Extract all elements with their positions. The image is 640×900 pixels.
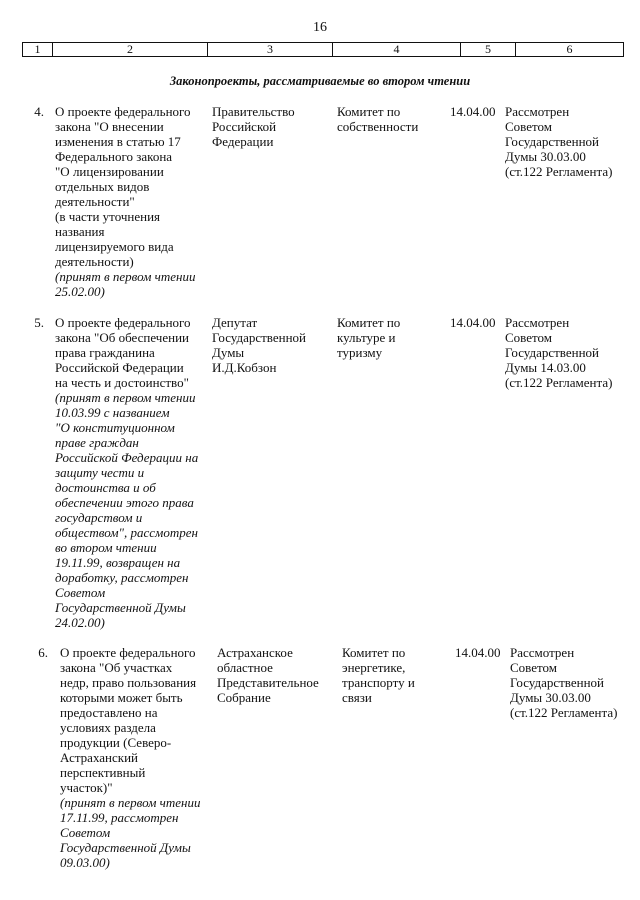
status-line: Рассмотрен [505, 315, 570, 330]
responsible-committee [337, 104, 445, 134]
author-line: Федерации [212, 134, 274, 149]
status-line: (ст.122 Регламента) [505, 375, 613, 390]
status-line: Думы 30.03.00 [505, 149, 586, 164]
author-line: Астраханское [217, 645, 293, 660]
author-line: Думы [212, 345, 245, 360]
bill-name-line: Российской Федерации [55, 360, 184, 375]
bill-name-line: (в части уточнения [55, 209, 161, 224]
status-line: Государственной [505, 134, 600, 149]
bill-author [212, 104, 330, 149]
bill-name-line: закона "О внесении [55, 119, 164, 134]
bill-status [505, 104, 625, 179]
column-number-header [22, 42, 624, 57]
bill-name [60, 645, 210, 870]
bill-note-line: Российской Федерации на [55, 450, 199, 465]
bill-note-line: 10.03.99 с названием [55, 405, 170, 420]
bill-name-line: деятельности) [55, 254, 134, 269]
bill-name-line: "О лицензировании [55, 164, 164, 179]
column-header-2: 2 [53, 43, 208, 56]
bill-name-line: О проекте федерального [55, 315, 191, 330]
author-line: Депутат [212, 315, 258, 330]
bill-name-line: перспективный [60, 765, 146, 780]
bill-name-line: отдельных видов [55, 179, 150, 194]
column-header-1: 1 [23, 43, 53, 56]
status-line: Думы 14.03.00 [505, 360, 586, 375]
bill-note-line: "О конституционном [55, 420, 175, 435]
bill-note-line: обеспечении этого права [55, 495, 194, 510]
status-line: Рассмотрен [510, 645, 575, 660]
bill-author [217, 645, 335, 705]
bill-note-line: Государственной Думы [55, 600, 186, 615]
consideration-date: 14.04.00 [455, 645, 501, 660]
bill-note-line: 17.11.99, рассмотрен [60, 810, 179, 825]
bill-note-line: защиту чести и [55, 465, 145, 480]
committee-line: собственности [337, 119, 419, 134]
bill-name-line: права гражданина [55, 345, 155, 360]
committee-line: Комитет по [342, 645, 406, 660]
author-line: областное [217, 660, 273, 675]
bill-name-line: закона "Об обеспечении [55, 330, 189, 345]
bill-status [510, 645, 630, 720]
bill-note-line: (принят в первом чтении [55, 390, 196, 405]
author-line: Государственной [212, 330, 307, 345]
bill-name-line: предоставлено на [60, 705, 158, 720]
column-header-3: 3 [208, 43, 333, 56]
bill-name-line: изменения в статью 17 [55, 134, 181, 149]
bill-name-line: Федерального закона [55, 149, 173, 164]
committee-line: культуре и [337, 330, 396, 345]
responsible-committee [337, 315, 445, 360]
responsible-committee [342, 645, 450, 705]
status-line: Государственной [510, 675, 605, 690]
committee-line: энергетике, [342, 660, 406, 675]
author-line: Правительство [212, 104, 295, 119]
committee-line: транспорту и [342, 675, 415, 690]
status-line: Государственной [505, 345, 600, 360]
column-header-4: 4 [333, 43, 461, 56]
bill-note-line: во втором чтении [55, 540, 157, 555]
bill-note-line: (принят в первом чтении [60, 795, 201, 810]
bill-name-line: лицензируемого вида [55, 239, 174, 254]
status-line: (ст.122 Регламента) [505, 164, 613, 179]
status-line: Советом [505, 119, 552, 134]
bill-name-line: на честь и достоинство" [55, 375, 189, 390]
bill-note-line: 19.11.99, возвращен на [55, 555, 181, 570]
status-line: Советом [510, 660, 557, 675]
bill-name-line: деятельности" [55, 194, 135, 209]
bill-name-line: условиях раздела [60, 720, 156, 735]
committee-line: Комитет по [337, 104, 401, 119]
bill-note-line: обществом", рассмотрен [55, 525, 198, 540]
bill-note-line: (принят в первом чтении [55, 269, 196, 284]
bill-note-line: 24.02.00) [55, 615, 105, 630]
author-line: Представительное [217, 675, 319, 690]
author-line: И.Д.Кобзон [212, 360, 277, 375]
author-line: Российской [212, 119, 277, 134]
bill-name-line: которыми может быть [60, 690, 183, 705]
bill-note-line: достоинства и об [55, 480, 156, 495]
bill-name [55, 315, 205, 630]
bill-note-line: праве граждан [55, 435, 139, 450]
page-number: 16 [313, 20, 327, 35]
author-line: Собрание [217, 690, 271, 705]
consideration-date: 14.04.00 [450, 104, 496, 119]
bill-note-line: государством и [55, 510, 143, 525]
bill-note-line: 25.02.00) [55, 284, 105, 299]
status-line: Рассмотрен [505, 104, 570, 119]
bill-name-line: недр, право пользования [60, 675, 197, 690]
committee-line: туризму [337, 345, 383, 360]
bill-note-line: Советом [60, 825, 111, 840]
bill-note-line: Государственной Думы [60, 840, 191, 855]
status-line: (ст.122 Регламента) [510, 705, 618, 720]
bill-name-line: О проекте федерального [60, 645, 196, 660]
column-header-6: 6 [566, 42, 573, 56]
bill-name-line: продукции (Северо- [60, 735, 172, 750]
consideration-date: 14.04.00 [450, 315, 496, 330]
bill-author [212, 315, 330, 375]
status-line: Советом [505, 330, 552, 345]
committee-line: Комитет по [337, 315, 401, 330]
entry-number: 5. [34, 315, 44, 330]
bill-name [55, 104, 205, 299]
bill-note-line: 09.03.00) [60, 855, 110, 870]
bill-name-line: названия [55, 224, 105, 239]
bill-name-line: закона "Об участках [60, 660, 173, 675]
column-header-5: 5 [461, 43, 516, 56]
bill-name-line: О проекте федерального [55, 104, 191, 119]
entry-number: 4. [34, 104, 44, 119]
bill-note-line: доработку, рассмотрен [55, 570, 189, 585]
bill-name-line: Астраханский [60, 750, 138, 765]
committee-line: связи [342, 690, 372, 705]
bill-status [505, 315, 625, 390]
entry-number: 6. [38, 645, 48, 660]
bill-note-line: Советом [55, 585, 106, 600]
section-title: Законопроекты, рассматриваемые во втором чтении [169, 74, 471, 88]
bill-name-line: участок)" [60, 780, 113, 795]
status-line: Думы 30.03.00 [510, 690, 591, 705]
